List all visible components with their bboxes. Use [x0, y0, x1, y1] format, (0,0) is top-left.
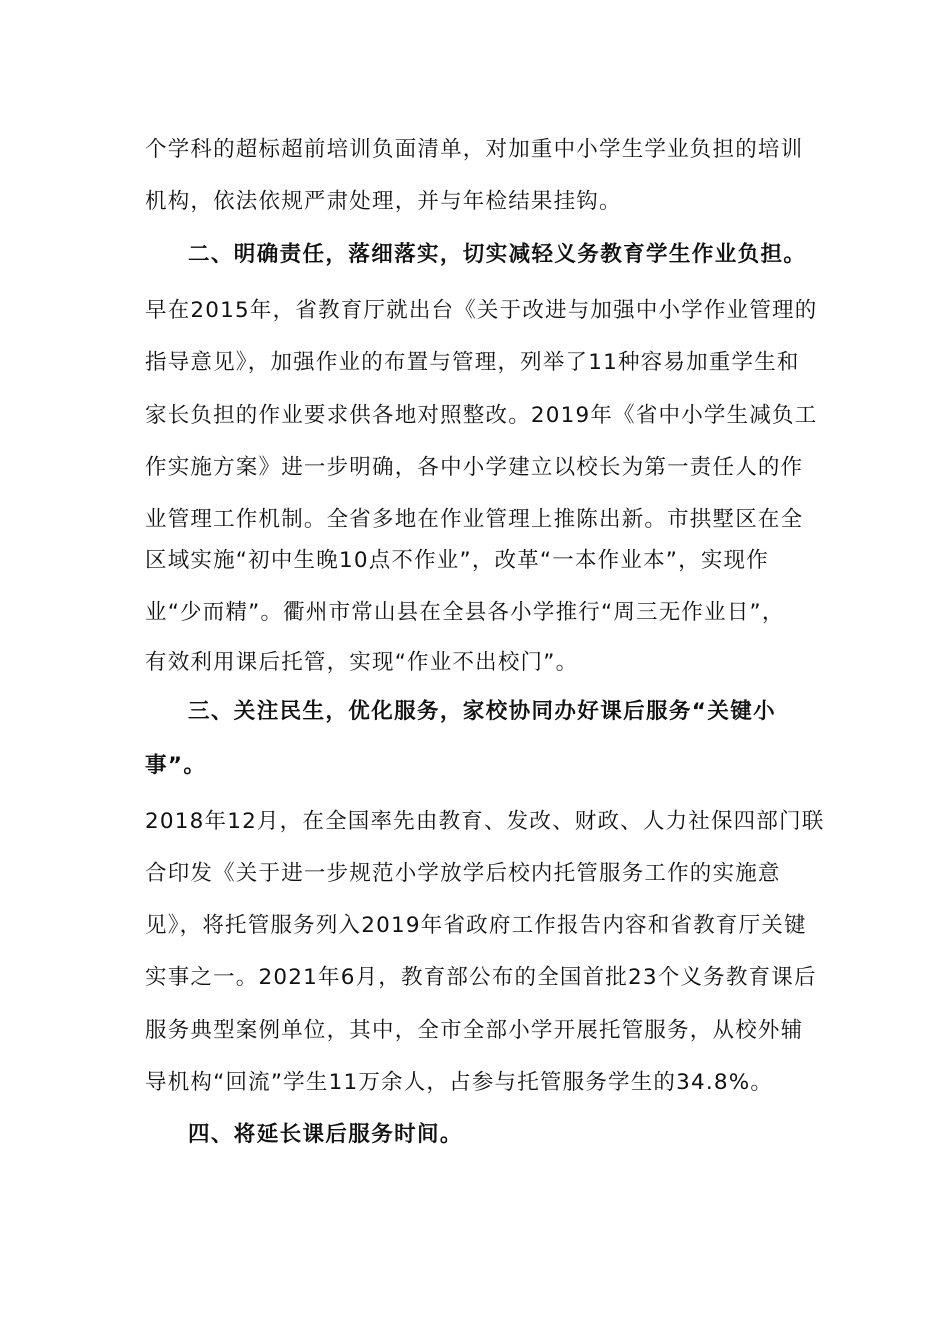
- paragraph-3-line-5: 服务典型案例单位，其中，全市全部小学开展托管服务，从校外辅: [145, 1018, 804, 1043]
- paragraph-3-line-2: 合印发《关于进一步规范小学放学后校内托管服务工作的实施意: [145, 861, 781, 886]
- paragraph-3-line-4: 实事之一。2021年6月，教育部公布的全国首批23个义务教育课后: [145, 965, 817, 990]
- paragraph-3-line-6: 导机构“回流”学生11万余人，占参与托管服务学生的34.8%。: [145, 1070, 774, 1095]
- paragraph-1-line-2: 机构，依法依规严肃处理，并与年检结果挂钩。: [145, 189, 622, 214]
- paragraph-3-line-3: 见》，将托管服务列入2019年省政府工作报告内容和省教育厅关键: [145, 913, 807, 938]
- paragraph-2-line-5: 业管理工作机制。全省多地在作业管理上推陈出新。市拱墅区在全: [145, 507, 804, 532]
- section-heading-3-line-1: 三、关注民生，优化服务，家校协同办好课后服务“关键小: [188, 699, 777, 724]
- paragraph-1-line-1: 个学科的超标超前培训负面清单，对加重中小学生学业负担的培训: [145, 137, 804, 162]
- paragraph-2-line-2: 指导意见》，加强作业的布置与管理，列举了11种容易加重学生和: [145, 350, 800, 375]
- section-heading-2: 二、明确责任，落细落实，切实减轻义务教育学生作业负担。: [188, 242, 807, 267]
- paragraph-3-line-1: 2018年12月，在全国率先由教育、发改、财政、人力社保四部门联: [145, 809, 825, 834]
- paragraph-2-line-7: 业“少而精”。衢州市常山县在全县各小学推行“周三无作业日”，: [145, 600, 785, 625]
- paragraph-2-line-3: 家长负担的作业要求供各地对照整改。2019年《省中小学生减负工: [145, 403, 818, 428]
- paragraph-2-line-8: 有效利用课后托管，实现“作业不出校门”。: [145, 650, 579, 675]
- paragraph-2-line-1: 早在2015年，省教育厅就出台《关于改进与加强中小学作业管理的: [145, 298, 818, 323]
- section-heading-3-line-2: 事”。: [145, 753, 207, 778]
- paragraph-2-line-6: 区域实施“初中生晚10点不作业”，改革“一本作业本”，实现作: [145, 548, 769, 573]
- paragraph-2-line-4: 作实施方案》进一步明确，各中小学建立以校长为第一责任人的作: [145, 455, 804, 480]
- section-heading-4: 四、将延长课后服务时间。: [188, 1122, 463, 1147]
